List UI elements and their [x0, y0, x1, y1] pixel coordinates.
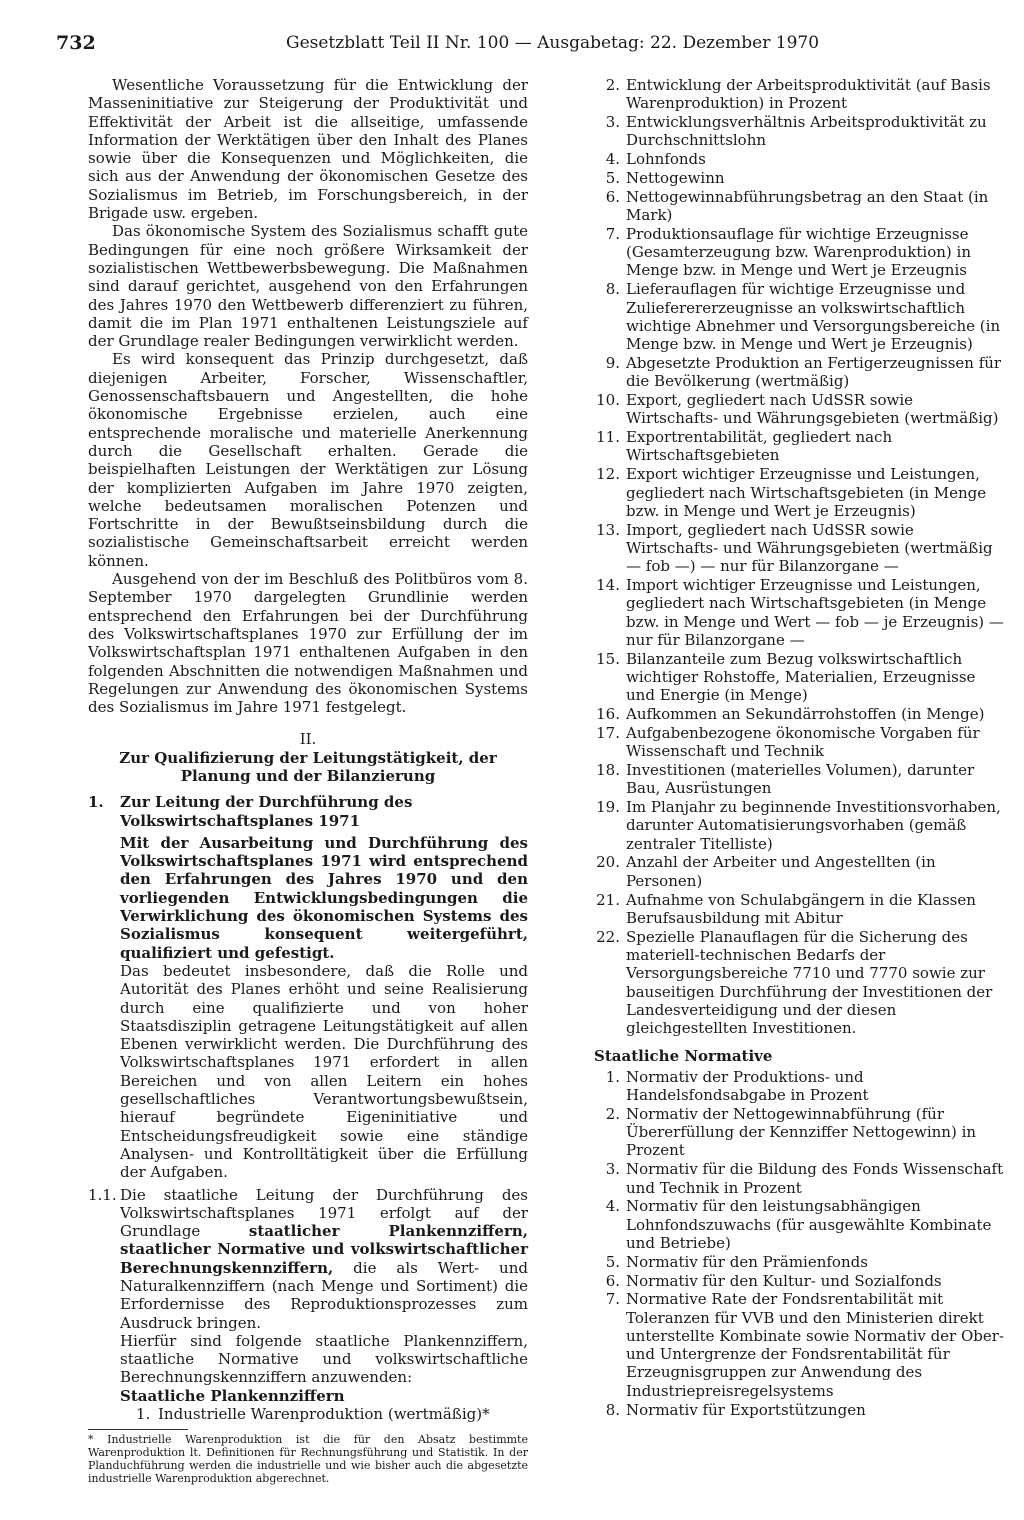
list-item — [594, 391, 1004, 428]
normative-subhead: Staatliche Normative — [594, 1047, 773, 1066]
list-item — [594, 428, 1004, 465]
list-text: Import wichtiger Erzeugnisse und Leistungen, gegliedert nach Wirtschaftsgebieten (in Menge bzw. in Menge und Wert — fob — je Erzeugnis) — nur für Bilanzorgane — — [626, 576, 1004, 649]
list-item — [594, 1401, 1004, 1419]
list-number: 6. — [605, 1271, 620, 1290]
list-number: 19. — [596, 798, 620, 817]
list-item — [594, 150, 1004, 168]
list-number: 13. — [596, 520, 620, 539]
list-text: Lieferauflagen für wichtige Erzeugnisse und Zulieferererzeugnisse an volkswirtschaftlich wichtige Abnehmer und Versorgungsbereiche (in Menge bzw. in Menge und Wert je Erzeugnis) — [626, 280, 1001, 354]
list-item — [594, 798, 1004, 853]
plankennziffern-list — [594, 76, 1004, 1037]
list-item — [594, 1272, 1004, 1290]
list-text: Nettogewinnabführungsbetrag an den Staat (in Mark) — [626, 187, 989, 225]
list-text: Export, gegliedert nach UdSSR sowie Wirtschafts- und Währungsgebieten (wertmäßig) — [626, 391, 999, 428]
list-number: 10. — [596, 391, 620, 410]
list-item — [594, 521, 1004, 576]
list-text: Normativ für den leistungsabhängigen Lohnfondszuwachs (für ausgewählte Kombinate und Betriebe) — [626, 1197, 992, 1252]
paragraph: Wesentliche Voraussetzung für die Entwicklung der Masseninitiative zur Steigerung der Produktivität und Effektivität der Arbeit ist die allseitige, umfassende Information der Werktätigen über den Inhalt des Planes sowie über die Konsequenzen und Möglichkeiten, die sich aus der Anwendung der ökonomischen Gesetze des Sozialismus im Betrieb, im Forschungsbereich, in der Brigade usw. ergeben. — [88, 76, 528, 223]
list-number: 3. — [605, 1160, 620, 1179]
item-number: 1.1. — [88, 1185, 117, 1204]
list-item — [594, 1197, 1004, 1252]
list-number: 12. — [596, 465, 620, 484]
list-item — [594, 705, 1004, 723]
list-number: 7. — [605, 1290, 620, 1309]
list-text: Produktionsauflage für wichtige Erzeugnisse (Gesamterzeugung bzw. Warenproduktion) in Menge bzw. in Menge und Wert je Erzeugnis — [626, 224, 971, 280]
list-item — [594, 1105, 1004, 1160]
list-number: 11. — [596, 428, 620, 447]
list-number: 14. — [596, 576, 620, 595]
list-number: 9. — [605, 353, 620, 372]
list-item — [594, 76, 1004, 113]
list-text: Normativ für Exportstützungen — [626, 1400, 866, 1419]
list-item — [594, 650, 1004, 705]
list-item — [594, 724, 1004, 761]
list-number: 4. — [605, 1197, 620, 1216]
list-number: 16. — [596, 705, 620, 724]
item-number: 1. — [88, 793, 104, 812]
section-number: II. — [299, 730, 317, 749]
list-item — [594, 1290, 1004, 1400]
list-item — [594, 169, 1004, 187]
paragraph: Ausgehend von der im Beschluß des Politbüros vom 8. September 1970 dargelegten Grundlinie werden entsprechend den Erfahrungen bei der Durchführung des Volkswirtschaftsplanes 1970 zur Erfüllung der im Volkswirtschaftsplan 1971 enthaltenen Aufgaben in den folgenden Abschnitten die notwendigen Maßnahmen und Regelungen zur Anwendung des ökonomischen Systems des Sozialismus im Jahre 1971 festgelegt. — [88, 570, 528, 717]
list-text: Exportrentabilität, gegliedert nach Wirtschaftsgebieten — [626, 428, 893, 465]
list-text: Normativ der Nettogewinnabführung (für Übererfüllung der Kennziffer Nettogewinn) in Prozent — [626, 1104, 977, 1160]
item-1-body — [88, 834, 528, 1182]
item-text: Hierfür sind folgende staatliche Plankennziffern, staatliche Normative und volkswirtschaftliche Berechnungskennziffern anzuwenden: — [120, 1331, 528, 1387]
list-number: 2. — [605, 1104, 620, 1123]
footnote: * Industrielle Warenproduktion ist die für den Absatz bestimmte Warenproduktion lt. Definitionen für Rechnungsführung und Statistik. In der Planduchführung werden die industrielle und wie bisher auch die abgesetzte industrielle Warenproduktion abgerechnet. — [88, 1433, 528, 1485]
list-text: Normativ für den Kultur- und Sozialfonds — [626, 1271, 942, 1290]
list-item — [594, 280, 1004, 353]
list-text: Normativ der Produktions- und Handelsfondsabgabe in Prozent — [626, 1067, 869, 1105]
list-item — [594, 1068, 1004, 1105]
list-number: 20. — [596, 853, 620, 872]
list-item — [594, 113, 1004, 150]
list-text: Lohnfonds — [626, 150, 706, 169]
list-item — [594, 761, 1004, 798]
list-item — [594, 576, 1004, 649]
normative-list — [594, 1068, 1004, 1419]
item-text — [120, 1186, 528, 1332]
list-item — [594, 928, 1004, 1038]
paragraph: Das ökonomische System des Sozialismus schafft gute Bedingungen für eine noch größere Wirksamkeit der sozialistischen Wettbewerbsbewegung. Die Maßnahmen sind darauf gerichtet, ausgehend von den Erfahrungen des Jahres 1970 den Wettbewerb differenziert zu führen, damit die im Plan 1971 enthaltenen Leistungsziele auf der Grundlage realer Bedingungen verwirklicht werden. — [88, 222, 528, 351]
list-text: Entwicklungsverhältnis Arbeitsproduktivität zu Durchschnittslohn — [626, 113, 987, 150]
list-text: Import, gegliedert nach UdSSR sowie Wirtschafts- und Währungsgebieten (wertmäßig — fob —) — nur für Bilanzorgane — — [626, 520, 993, 576]
list-text: Normativ für die Bildung des Fonds Wissenschaft und Technik in Prozent — [626, 1160, 1004, 1197]
list-number: 6. — [605, 187, 620, 206]
list-text: Entwicklung der Arbeitsproduktivität (auf Basis Warenproduktion) in Prozent — [626, 76, 991, 113]
section-item-1-1 — [88, 1186, 528, 1424]
page-header — [56, 32, 984, 56]
list-item — [594, 188, 1004, 225]
list-text: Nettogewinn — [626, 168, 725, 187]
text-run-bold: staatlicher Plankennziffern, staatlicher Normative und volkswirtschaftlicher Berechnungskennziffern, — [120, 1222, 528, 1277]
list-item — [594, 891, 1004, 928]
text-run: Die staatliche Leitung der Durchführung des Volkswirtschaftsplanes 1971 erfolgt auf der Grundlage — [120, 1185, 528, 1241]
list-text: Aufgabenbezogene ökonomische Vorgaben für Wissenschaft und Technik — [626, 723, 980, 761]
list-number: 17. — [596, 723, 620, 742]
list-item — [120, 1405, 528, 1423]
right-column — [594, 76, 1004, 1419]
list-text: Investitionen (materielles Volumen), darunter Bau, Ausrüstungen — [626, 760, 975, 798]
list-text: Industrielle Warenproduktion (wertmäßig)* — [158, 1405, 490, 1424]
list-number: 5. — [605, 168, 620, 187]
list-text: Spezielle Planauflagen für die Sicherung des materiell-technischen Bedarfs der Versorgungsbereiche 7710 und 7770 sowie zur bauseitigen Durchführung der Investitionen der Landesverteidigung und der diesen gleichgestellten Investitionen. — [626, 927, 993, 1038]
list-number: 15. — [596, 649, 620, 668]
list-number: 7. — [605, 224, 620, 243]
list-text: Abgesetzte Produktion an Fertigerzeugnissen für die Bevölkerung (wertmäßig) — [626, 353, 1002, 391]
list-item — [594, 354, 1004, 391]
list-number: 1. — [605, 1067, 620, 1086]
list-number: 8. — [605, 280, 620, 299]
left-column — [88, 76, 528, 1486]
plankennziffern-subhead: Staatliche Plankennziffern — [120, 1386, 345, 1405]
list-item — [594, 853, 1004, 890]
list-number: 21. — [596, 890, 620, 909]
list-number: 22. — [596, 927, 620, 946]
section-title: Zur Qualifizierung der Leitungstätigkeit, der Planung und der Bilanzierung — [119, 748, 497, 785]
item-text: Das bedeutet insbesondere, daß die Rolle und Autorität des Planes erhöht und seine Realisierung durch eine qualifizierte und von hoher Staatsdisziplin getragene Leitungstätigkeit auf allen Ebenen verwirklicht werden. Die Durchführung des Volkswirtschaftsplanes 1971 erfordert in allen Bereichen und von allen Leitern ein hohes gesellschaftliches Verantwortungsbewußtsein, hierauf begründete Eigeninitiative und Entscheidungsfreudigkeit sowie eine ständige Analysen- und Kontrolltätigkeit über die Erfüllung der Aufgaben. — [120, 961, 528, 1182]
list-number: 4. — [605, 150, 620, 169]
list-text: Aufkommen an Sekundärrohstoffen (in Menge) — [626, 705, 985, 724]
footnote-rule — [88, 1429, 188, 1430]
list-item — [594, 1160, 1004, 1197]
list-number: 18. — [596, 760, 620, 779]
list-number: 2. — [605, 76, 620, 94]
list-item — [594, 225, 1004, 280]
list-item — [594, 1253, 1004, 1271]
page-number: 732 — [56, 32, 96, 54]
item-title: Zur Leitung der Durchführung des Volkswirtschaftsplanes 1971 — [120, 793, 413, 830]
list-number: 1. — [136, 1405, 151, 1424]
list-text: Normativ für den Prämienfonds — [626, 1252, 868, 1271]
list-text: Aufnahme von Schulabgängern in die Klassen Berufsausbildung mit Abitur — [626, 890, 976, 927]
list-number: 3. — [605, 113, 620, 132]
item-bold-text: Mit der Ausarbeitung und Durchführung des Volkswirtschaftsplanes 1971 wird entsprechend den Erfahrungen des Jahres 1970 und den vorliegenden Entwicklungsbedingungen die Verwirklichung des ökonomischen Systems des Sozialismus konsequent weitergeführt, qualifiziert und gefestigt. — [120, 833, 528, 962]
list-text: Export wichtiger Erzeugnisse und Leistungen, gegliedert nach Wirtschaftsgebieten (in Menge bzw. in Menge und Wert je Erzeugnis) — [626, 465, 987, 520]
header-title: Gesetzblatt Teil II Nr. 100 — Ausgabetag: 22. Dezember 1970 — [286, 33, 820, 53]
section-item-1 — [88, 793, 528, 830]
list-number: 8. — [605, 1400, 620, 1419]
paragraph: Es wird konsequent das Prinzip durchgesetzt, daß diejenigen Arbeiter, Forscher, Wissenschaftler, Genossenschaftsbauern und Angestellten, die hohe ökonomische Ergebnisse erzielen, auch eine entsprechende moralische und materielle Anerkennung durch die Gesellschaft erhalten. Gerade die beispielhaften Leistungen der Werktätigen zur Lösung der komplizierten Aufgaben im Jahre 1970 zeigten, welche bedeutsamen moralischen Potenzen und Fortschritte in der Bewußtseinsbildung durch die sozialistische Gemeinschaftsarbeit erreicht werden können. — [88, 350, 528, 570]
list-text: Anzahl der Arbeiter und Angestellten (in Personen) — [626, 853, 936, 890]
list-item — [594, 465, 1004, 520]
list-text: Normative Rate der Fondsrentabilität mit Toleranzen für VVB und den Ministerien direkt unterstellte Kombinate sowie Normativ der Ober- und Untergrenze der Fondsrentabilität für Erzeugnisgruppen zur Anwendung des Industriepreisregelsystems — [626, 1290, 1005, 1400]
text-run: die als Wert- und Naturalkennziffern (nach Menge und Sortiment) die Erfordernisse des Reproduktionsprozesses zum Ausdruck bringen. — [120, 1258, 528, 1332]
list-text: Im Planjahr zu beginnende Investitionsvorhaben, darunter Automatisierungsvorhaben (gemäß zentraler Titelliste) — [626, 798, 1001, 853]
list-number: 5. — [605, 1252, 620, 1271]
list-text: Bilanzanteile zum Bezug volkswirtschaftlich wichtiger Rohstoffe, Materialien, Erzeugnisse und Energie (in Menge) — [626, 649, 976, 705]
item-1-1-body — [120, 1186, 528, 1424]
